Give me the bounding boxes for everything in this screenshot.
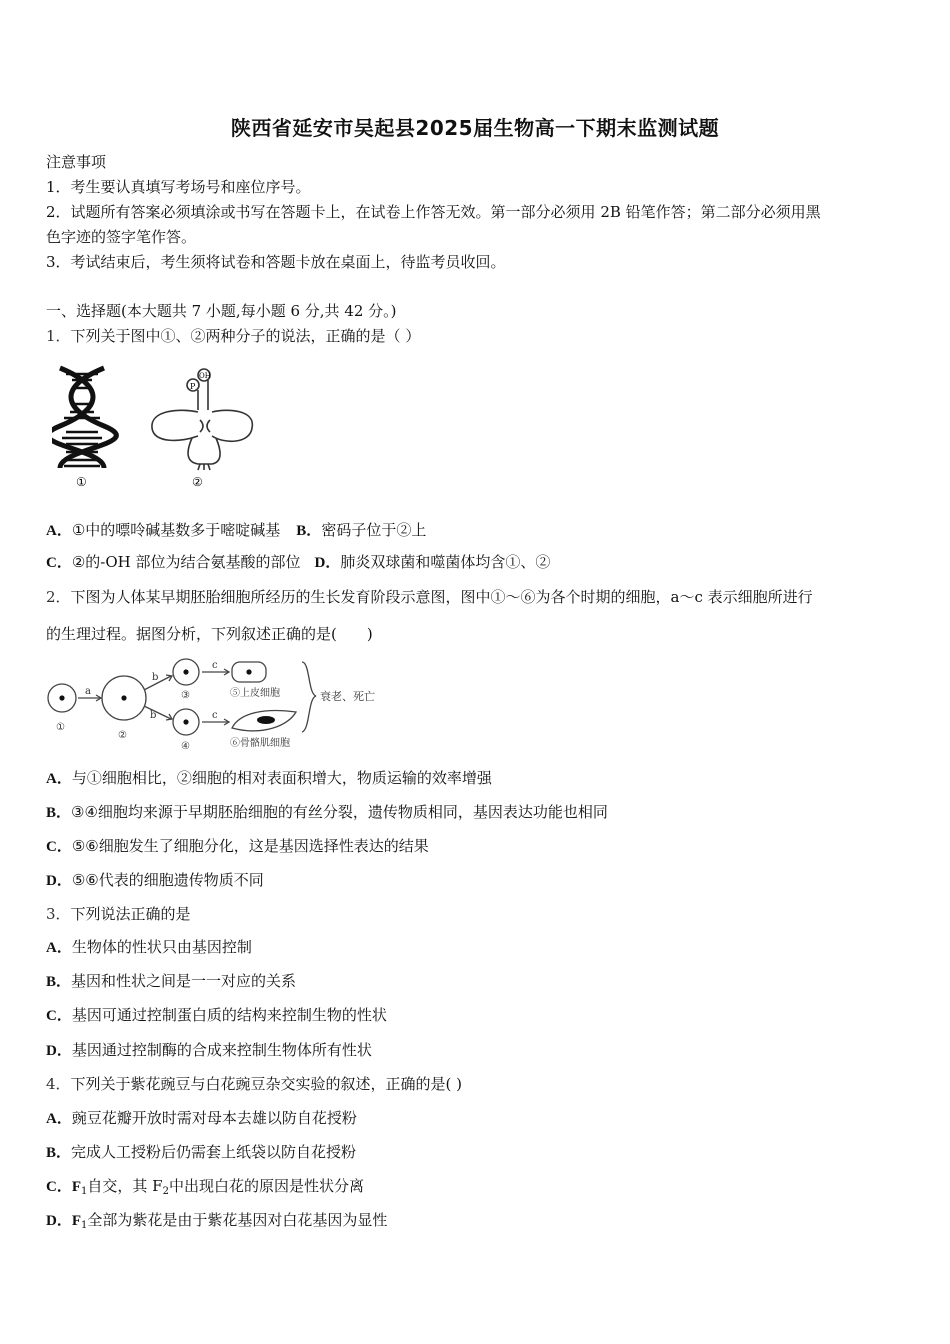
option-key: D． — [46, 1043, 72, 1059]
trna-cloverleaf-figure — [152, 369, 252, 470]
trna-oh-label: OH — [199, 372, 211, 380]
option-text: 密码子位于②上 — [321, 521, 427, 539]
option-key: A． — [46, 771, 72, 787]
q3-option-a — [46, 937, 252, 958]
figure-label-2: ② — [192, 475, 203, 489]
q3-option-d — [46, 1040, 372, 1061]
q4-option-d — [46, 1210, 387, 1236]
process-label: c — [212, 710, 218, 721]
cell-type-label: ⑤上皮细胞 — [230, 688, 280, 699]
option-text: 肺炎双球菌和噬菌体均含①、② — [340, 553, 551, 571]
option-key: C． — [46, 1008, 72, 1024]
question-number: 3． — [46, 905, 71, 923]
subscript: 1 — [81, 1220, 88, 1231]
cell-type-label: ⑥骨骼肌细胞 — [230, 738, 290, 749]
q2-option-d — [46, 870, 264, 891]
question-3-stem — [46, 904, 191, 924]
q2-option-b — [46, 802, 608, 823]
cell-label: ④ — [181, 741, 190, 752]
question-text: 下图为人体某早期胚胎细胞所经历的生长发育阶段示意图，图中①～⑥为各个时期的细胞，a～c 表示细胞所进行 — [70, 588, 813, 606]
subscript: 2 — [162, 1186, 169, 1197]
option-key: C． — [46, 839, 72, 855]
notice-heading: 注意事项 — [46, 153, 107, 171]
option-key: A． — [46, 940, 72, 956]
option-text: 中出现白花的原因是性状分离 — [168, 1177, 364, 1195]
option-text: 基因和性状之间是一一对应的关系 — [71, 972, 297, 990]
question-4-stem — [46, 1074, 462, 1094]
q4-option-c — [46, 1176, 364, 1202]
option-text: 完成人工授粉后仍需套上纸袋以防自花授粉 — [71, 1143, 357, 1161]
option-text: ③④细胞均来源于早期胚胎细胞的有丝分裂，遗传物质相同，基因表达功能也相同 — [71, 803, 608, 821]
option-key: B． — [46, 1145, 72, 1161]
trna-p-label: P — [190, 382, 196, 391]
subscript: 1 — [81, 1186, 88, 1197]
q4-option-b — [46, 1142, 356, 1163]
question-text: 下列说法正确的是 — [70, 905, 191, 923]
option-text: 豌豆花瓣开放时需对母本去雄以防自花授粉 — [71, 1109, 357, 1127]
option-text: 基因可通过控制蛋白质的结构来控制生物的性状 — [71, 1006, 387, 1024]
question-2-stem-cont: 的生理过程。据图分析，下列叙述正确的是( ) — [46, 625, 373, 643]
q4-option-a — [46, 1108, 357, 1129]
option-key: C． — [46, 1179, 72, 1195]
dna-double-helix-figure — [52, 368, 116, 489]
q1-options-row-2 — [46, 552, 550, 573]
option-text: ①中的嘌呤碱基数多于嘧啶碱基 — [71, 521, 281, 539]
q2-cell-development-diagram — [44, 656, 384, 752]
question-number: 4． — [46, 1075, 71, 1093]
option-text: ⑤⑥代表的细胞遗传物质不同 — [71, 871, 264, 889]
question-number: 2． — [46, 588, 71, 606]
page-title: 陕西省延安市吴起县2025届生物高一下期末监测试题 — [230, 116, 720, 140]
cell-label: ③ — [181, 690, 190, 701]
question-text: 下列关于紫花豌豆与白花豌豆杂交实验的叙述，正确的是( ) — [70, 1075, 463, 1093]
q2-option-c — [46, 836, 429, 857]
figure-label-1: ① — [76, 475, 87, 489]
option-text: 自交，其 F — [87, 1177, 163, 1195]
cell-label: ② — [118, 730, 127, 741]
option-key: B． — [46, 805, 72, 821]
cell-label: ① — [56, 722, 65, 733]
option-key: A． — [46, 523, 72, 539]
cell-fate-label: 衰老、死亡 — [320, 690, 375, 703]
option-key: D． — [46, 873, 72, 889]
option-key: B． — [46, 974, 72, 990]
option-key: A． — [46, 1111, 72, 1127]
q2-option-a — [46, 768, 492, 789]
q1-options-row-1 — [46, 520, 426, 541]
option-key: C． — [46, 555, 72, 571]
process-label: a — [85, 686, 91, 697]
option-text: ②的-OH 部位为结合氨基酸的部位 — [71, 553, 301, 571]
option-text: 基因通过控制酶的合成来控制生物体所有性状 — [71, 1041, 372, 1059]
option-text: ⑤⑥细胞发生了细胞分化，这是基因选择性表达的结果 — [71, 837, 429, 855]
notice-item: 2．试题所有答案必须填涂或书写在答题卡上，在试卷上作答无效。第一部分必须用 2B 铅笔作答；第二部分必须用黑 — [46, 203, 821, 221]
q1-figure — [52, 364, 262, 490]
question-2-stem — [46, 587, 813, 607]
q3-option-b — [46, 971, 296, 992]
option-text: 生物体的性状只由基因控制 — [71, 938, 252, 956]
notice-item: 3．考试结束后，考生须将试卷和答题卡放在桌面上，待监考员收回。 — [46, 253, 506, 271]
option-key: D． — [314, 555, 341, 571]
process-label: c — [212, 660, 218, 671]
option-text: F — [71, 1179, 82, 1195]
process-label: b — [150, 710, 157, 721]
q3-option-c — [46, 1005, 387, 1026]
option-key: B． — [296, 523, 322, 539]
section-heading: 一、选择题(本大题共 7 小题,每小题 6 分,共 42 分。) — [46, 302, 397, 320]
notice-item: 1．考生要认真填写考场号和座位序号。 — [46, 178, 311, 196]
question-1-stem — [46, 326, 420, 346]
option-text: 全部为紫花是由于紫花基因对白花基因为显性 — [87, 1211, 388, 1229]
process-label: b — [152, 672, 159, 683]
question-text: 下列关于图中①、②两种分子的说法，正确的是（ ） — [70, 327, 421, 345]
option-key: D． — [46, 1213, 72, 1229]
notice-item: 色字迹的签字笔作答。 — [46, 228, 197, 246]
option-text: F — [71, 1213, 82, 1229]
option-text: 与①细胞相比，②细胞的相对表面积增大，物质运输的效率增强 — [71, 769, 492, 787]
question-number: 1． — [46, 327, 71, 345]
